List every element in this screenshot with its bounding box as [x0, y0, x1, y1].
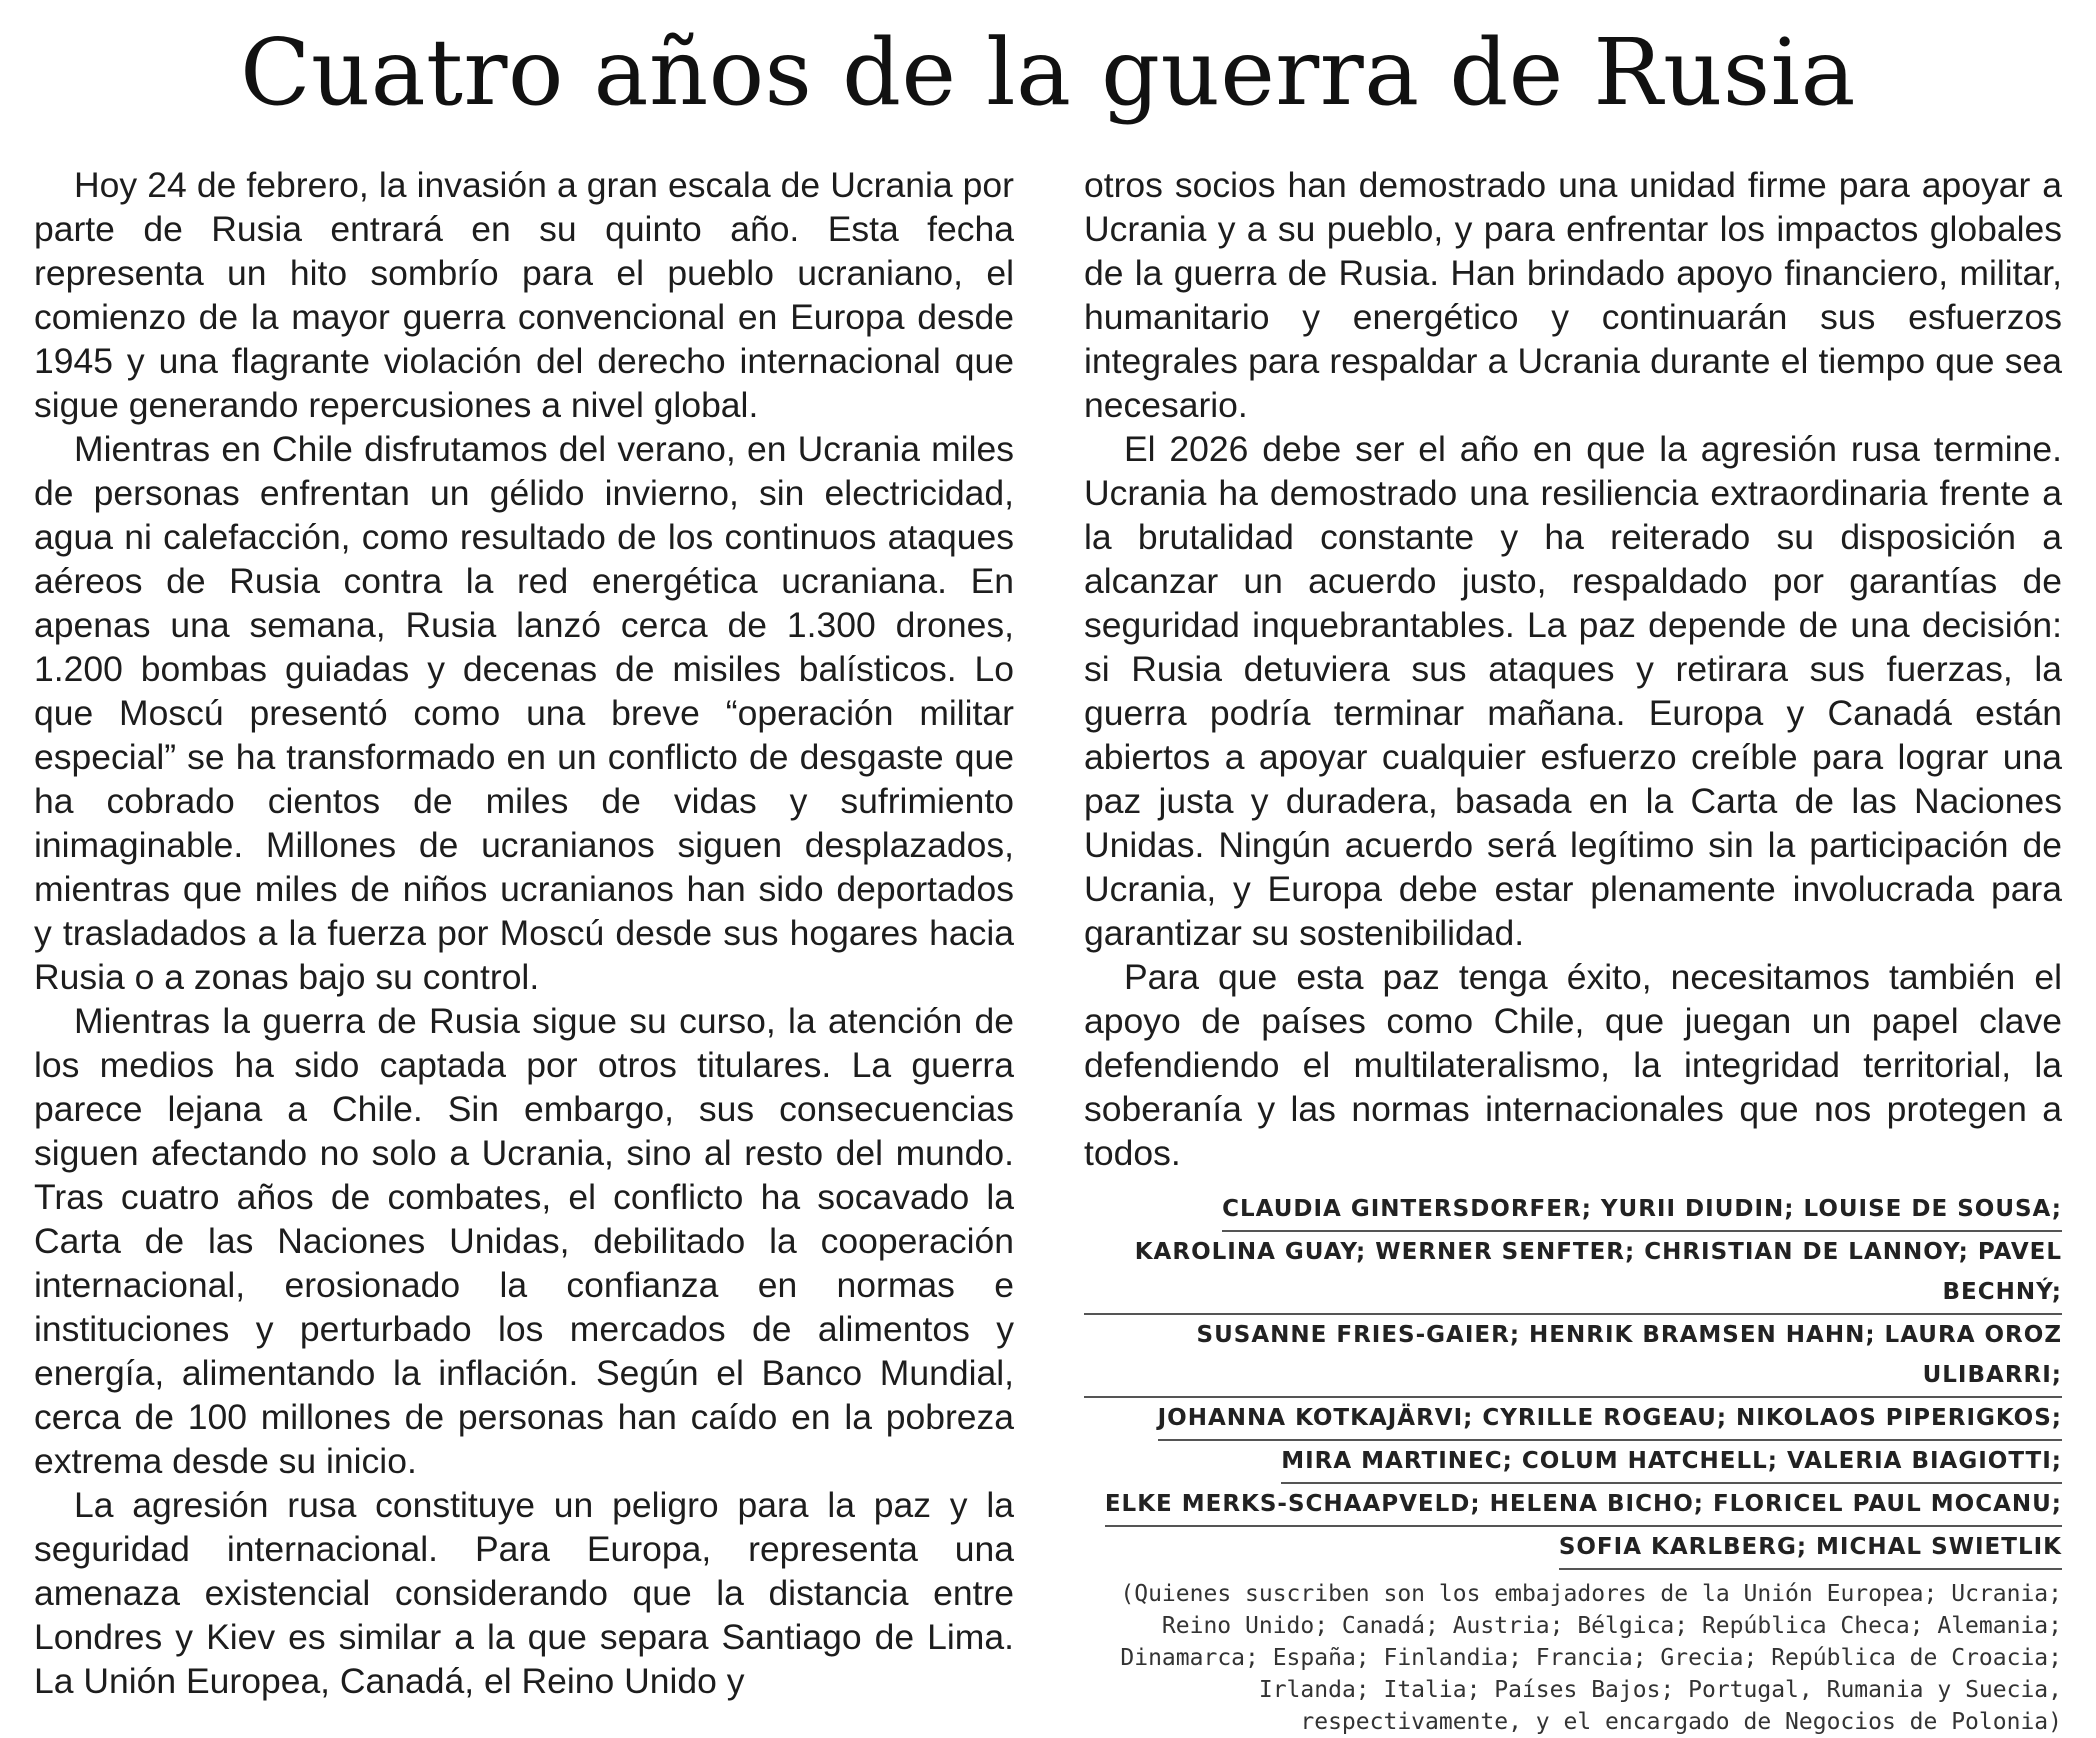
signatories-footnote: (Quienes suscriben son los embajadores de la Unión Europea; Ucrania; Reino Unido; Canadá; Austria; Bélgica; República Checa; Alemania; Dinamarca; España; Finlandia; Francia; Grecia; República de Croacia; Irlanda; Italia; Países Bajos; Portugal, Rumania y Suecia, respectivamente, y el encargado de Negocios de Polonia)	[1120, 1581, 2062, 1735]
signature-line: ELKE MERKS-SCHAAPVELD; HELENA BICHO; FLORICEL PAUL MOCANU;	[1084, 1484, 2062, 1527]
signature-line: CLAUDIA GINTERSDORFER; YURII DIUDIN; LOUISE DE SOUSA;	[1084, 1189, 2062, 1232]
paragraph-4-continued: otros socios han demostrado una unidad firme para apoyar a Ucrania y a su pueblo, y para enfrentar los impactos globales de la guerra de Rusia. Han brindado apoyo financiero, militar, humanitario y energético y continuarán sus esfuerzos integrales para respaldar a Ucrania durante el tiempo que sea necesario.	[1084, 165, 2062, 425]
paragraph-3: Mientras la guerra de Rusia sigue su curso, la atención de los medios ha sido captada por otros titulares. La guerra parece lejana a Chile. Sin embargo, sus consecuencias siguen afectando no solo a Ucrania, sino al resto del mundo. Tras cuatro años de combates, el conflicto ha socavado la Carta de las Naciones Unidas, debilitado la cooperación internacional, erosionado la confianza en normas e instituciones y perturbado los mercados de alimentos y energía, alimentando la inflación. Según el Banco Mundial, cerca de 100 millones de personas han caído en la pobreza extrema desde su inicio.	[34, 1001, 1014, 1481]
paragraph-5: El 2026 debe ser el año en que la agresión rusa termine. Ucrania ha demostrado una resiliencia extraordinaria frente a la brutalidad constante y ha reiterado su disposición a alcanzar un acuerdo justo, respaldado por garantías de seguridad inquebrantables. La paz depende de una decisión: si Rusia detuviera sus ataques y retirara sus fuerzas, la guerra podría terminar mañana. Europa y Canadá están abiertos a apoyar cualquier esfuerzo creíble para lograr una paz justa y duradera, basada en la Carta de las Naciones Unidas. Ningún acuerdo será legítimo sin la participación de Ucrania, y Europa debe estar plenamente involucrada para garantizar su sostenibilidad.	[1084, 429, 2062, 953]
article-body	[34, 163, 2062, 1735]
paragraph-4: La agresión rusa constituye un peligro para la paz y la seguridad internacional. Para Europa, representa una amenaza existencial considerando que la distancia entre Londres y Kiev es similar a la que separa Santiago de Lima. La Unión Europea, Canadá, el Reino Unido y	[34, 1485, 1014, 1701]
paragraph-6: Para que esta paz tenga éxito, necesitamos también el apoyo de países como Chile, que juegan un papel clave defendiendo el multilateralismo, la integridad territorial, la soberanía y las normas internacionales que nos protegen a todos.	[1084, 957, 2062, 1173]
paragraph-2: Mientras en Chile disfrutamos del verano, en Ucrania miles de personas enfrentan un gélido invierno, sin electricidad, agua ni calefacción, como resultado de los continuos ataques aéreos de Rusia contra la red energética ucraniana. En apenas una semana, Rusia lanzó cerca de 1.300 drones, 1.200 bombas guiadas y decenas de misiles balísticos. Lo que Moscú presentó como una breve “operación militar especial” se ha transformado en un conflicto de desgaste que ha cobrado cientos de miles de vidas y sufrimiento inimaginable. Millones de ucranianos siguen desplazados, mientras que miles de niños ucranianos han sido deportados y trasladados a la fuerza por Moscú desde sus hogares hacia Rusia o a zonas bajo su control.	[34, 429, 1014, 997]
signatures-block	[1084, 1189, 2062, 1570]
left-column	[34, 163, 1014, 1703]
signature-line: MIRA MARTINEC; COLUM HATCHELL; VALERIA BIAGIOTTI;	[1084, 1441, 2062, 1484]
article-headline: Cuatro años de la guerra de Rusia	[240, 19, 1856, 126]
signature-line: JOHANNA KOTKAJÄRVI; CYRILLE ROGEAU; NIKOLAOS PIPERIGKOS;	[1084, 1398, 2062, 1441]
right-column	[1084, 163, 2062, 1738]
signature-line: SUSANNE FRIES-GAIER; HENRIK BRAMSEN HAHN; LAURA OROZ ULIBARRI;	[1084, 1315, 2062, 1398]
paragraph-1: Hoy 24 de febrero, la invasión a gran escala de Ucrania por parte de Rusia entrará en su quinto año. Esta fecha representa un hito sombrío para el pueblo ucraniano, el comienzo de la mayor guerra convencional en Europa desde 1945 y una flagrante violación del derecho internacional que sigue generando repercusiones a nivel global.	[34, 165, 1014, 425]
signature-line: SOFIA KARLBERG; MICHAL SWIETLIK	[1084, 1527, 2062, 1570]
signature-line: KAROLINA GUAY; WERNER SENFTER; CHRISTIAN DE LANNOY; PAVEL BECHNÝ;	[1084, 1232, 2062, 1315]
